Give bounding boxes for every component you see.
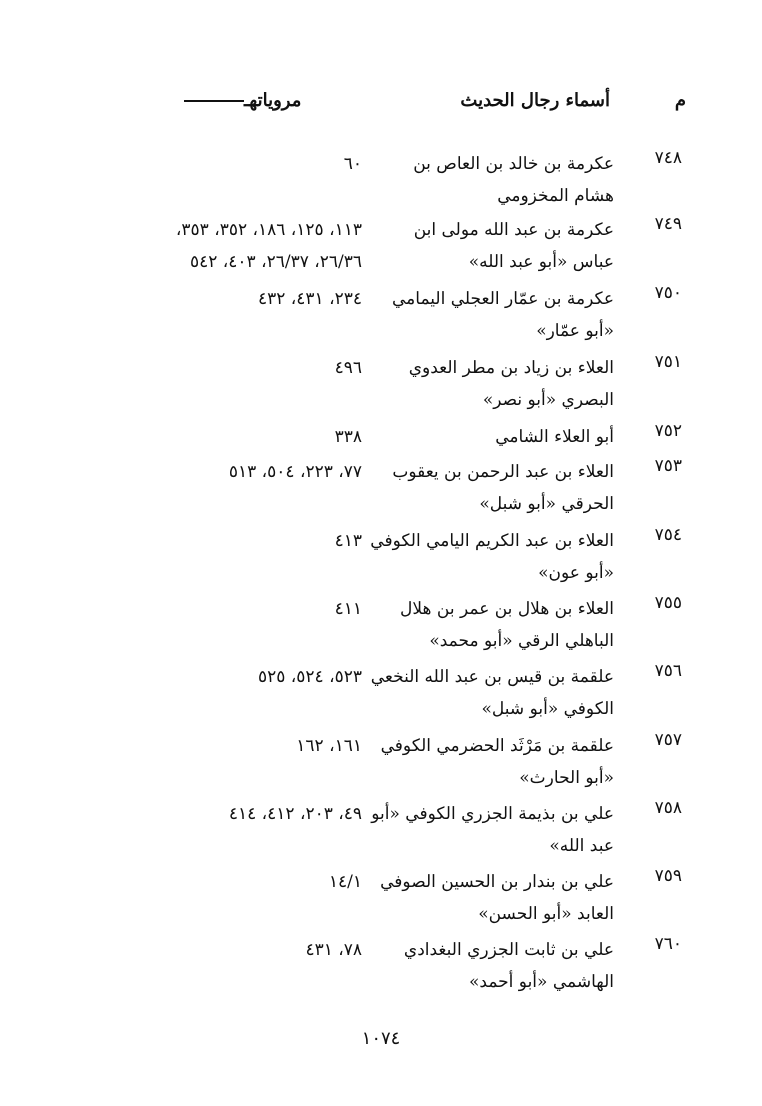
- narration-line: ٤٩، ٢٠٣، ٤١٢، ٤١٤: [228, 804, 362, 824]
- entry-number: ٧٥٠: [654, 283, 682, 303]
- narrator-name: أبو العلاء الشامي: [495, 427, 614, 447]
- narration-line: ٦٠: [343, 154, 362, 174]
- narrator-name: علقمة بن مَرْثَد الحضرمي الكوفي «أبو الحارث»: [380, 736, 614, 788]
- narration-line: ٢٣٤، ٤٣١، ٤٣٢: [258, 289, 362, 309]
- narration-line: ٤٩٦: [334, 358, 362, 378]
- narration-numbers: [176, 214, 362, 278]
- narration-numbers: [335, 421, 362, 453]
- column-header-names: أسماء رجال الحديث: [460, 90, 610, 111]
- narration-line: ١٦١، ١٦٢: [296, 736, 362, 756]
- narration-numbers: [229, 798, 362, 830]
- entry-number: ٧٥٥: [654, 593, 682, 613]
- narrator-name: العلاء بن هلال بن عمر بن هلال الباهلي الرقي «أبو محمد»: [400, 599, 614, 651]
- narrator-name: علي بن بذيمة الجزري الكوفي «أبو عبد الله»: [371, 804, 614, 856]
- narration-numbers: [335, 525, 362, 557]
- narration-numbers: [229, 456, 362, 488]
- entry-number: ٧٦٠: [654, 934, 682, 954]
- entry-number: ٧٥٢: [654, 421, 682, 441]
- narration-numbers: [305, 934, 362, 966]
- narration-numbers: [258, 661, 362, 693]
- entry-number: ٧٥١: [654, 352, 682, 372]
- entry-number: ٧٥٨: [654, 798, 682, 818]
- narration-line: ٣٣٨: [334, 427, 362, 447]
- column-header-narrations-label: مروياتهـ: [244, 90, 302, 111]
- narration-line: ٥٢٣، ٥٢٤، ٥٢٥: [258, 667, 362, 687]
- narration-numbers: [335, 352, 362, 384]
- entry-number: ٧٥٤: [654, 525, 682, 545]
- narration-numbers: [335, 593, 362, 625]
- narrator-name: عكرمة بن عمّار العجلي اليمامي «أبو عمّار»: [392, 289, 614, 341]
- narrator-name: عكرمة بن عبد الله مولى ابن عباس «أبو عبد الله»: [413, 220, 614, 272]
- narrator-name: عكرمة بن خالد بن العاص بن هشام المخزومي: [413, 154, 614, 206]
- narrator-name: علي بن ثابت الجزري البغدادي الهاشمي «أبو أحمد»: [403, 940, 614, 992]
- narration-line: ١١٣، ١٢٥، ١٨٦، ٣٥٢، ٣٥٣،: [175, 220, 362, 240]
- narration-numbers: [258, 283, 362, 315]
- column-header-narrations: [180, 90, 301, 111]
- narration-numbers: [296, 730, 362, 762]
- narrator-name: علقمة بن قيس بن عبد الله النخعي الكوفي «أبو شبل»: [370, 667, 614, 719]
- narrator-name: العلاء بن زياد بن مطر العدوي البصري «أبو نصر»: [408, 358, 614, 410]
- entry-number: ٧٤٨: [654, 148, 682, 168]
- narration-numbers: [344, 148, 362, 180]
- narration-line: ٤١١: [334, 599, 362, 619]
- narration-line: ٧٧، ٢٢٣، ٥٠٤، ٥١٣: [228, 462, 362, 482]
- narration-line: ٤١٣: [334, 531, 362, 551]
- narration-line: ٧٨، ٤٣١: [305, 940, 362, 960]
- narrator-name: العلاء بن عبد الرحمن بن يعقوب الحرقي «أبو شبل»: [392, 462, 614, 514]
- narration-numbers: [329, 866, 362, 898]
- entry-number: ٧٥٦: [654, 661, 682, 681]
- entry-number: ٧٥٩: [654, 866, 682, 886]
- narration-line: ١٤/١: [328, 872, 362, 892]
- entry-number: ٧٥٧: [654, 730, 682, 750]
- entry-number: ٧٤٩: [654, 214, 682, 234]
- header-tatweel-line: [184, 100, 244, 102]
- narration-line: ٢٦/٣٦، ٢٦/٣٧، ٤٠٣، ٥٤٢: [189, 252, 362, 272]
- page-number: ١٠٧٤: [361, 1028, 401, 1049]
- entry-number: ٧٥٣: [654, 456, 682, 476]
- narrator-name: علي بن بندار بن الحسين الصوفي العابد «أبو الحسن»: [380, 872, 614, 924]
- column-header-number: م: [674, 90, 686, 111]
- narrator-name: العلاء بن عبد الكريم اليامي الكوفي «أبو عون»: [370, 531, 614, 583]
